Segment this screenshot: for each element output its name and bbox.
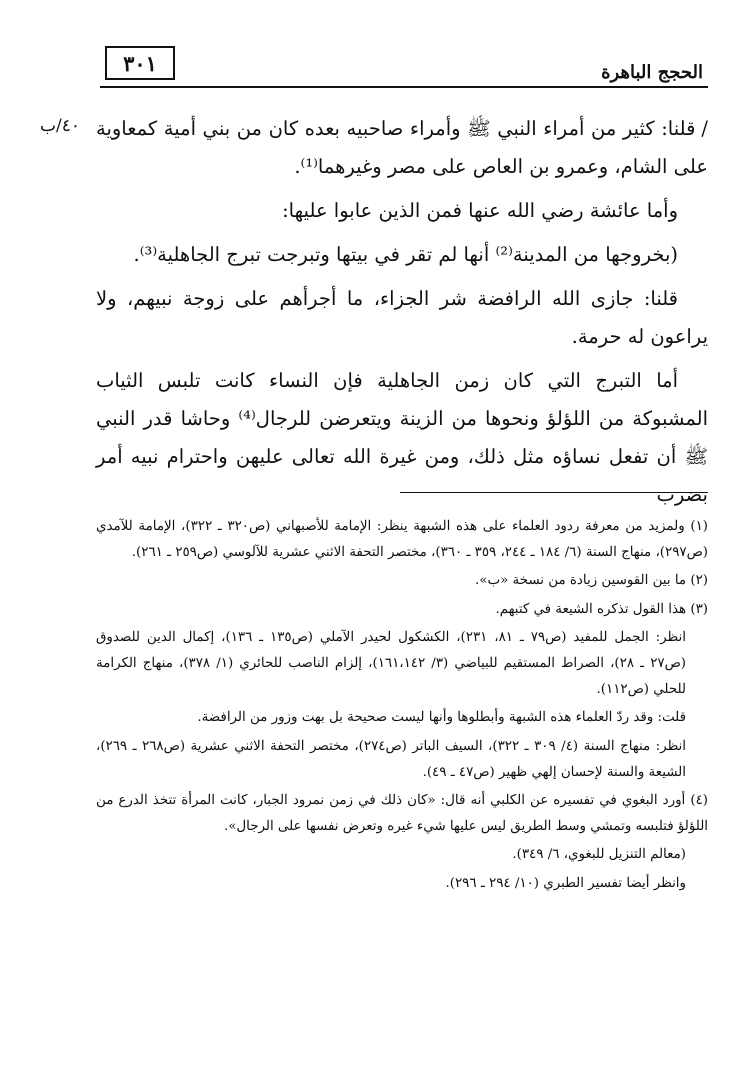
paragraph-3: (بخروجها من المدينة⁽²⁾ أنها لم تقر في بيتها وتبرجت تبرج الجاهلية⁽³⁾. — [133, 243, 678, 266]
running-title: الحجج الباهرة — [601, 62, 703, 83]
page-number: ٣٠١ — [123, 50, 157, 76]
paragraph-2: وأما عائشة رضي الله عنها فمن الذين عابوا عليها: — [282, 199, 678, 222]
manuscript-folio-note: ٤٠/ب — [40, 116, 80, 136]
paragraph-1 — [96, 110, 708, 186]
paragraph-1-text: قلنا: كثير من أمراء النبي ﷺ وأمراء صاحبيه بعده كان من بني أمية كمعاوية على الشام، وعمرو بن العاص على مصر وغيرهما⁽¹⁾. — [96, 117, 708, 178]
page-number-box — [105, 46, 175, 80]
footnote-4-see-also: وانظر أيضا تفسير الطبري (١٠/ ٢٩٤ ـ ٢٩٦). — [445, 875, 686, 891]
footnote-3-sources: انظر: الجمل للمفيد (ص٧٩ ـ ٨١، ٢٣١)، الكشكول لحيدر الآملي (ص١٣٥ ـ ١٣٦)، إكمال الدين للصدوق (ص٢٧ ـ ٢٨)، الصراط المستقيم للبياضي (٣/ ١٦١،١٤٢)، إلزام الناصب للحائري (١/ ٣٧٨)، منهاج الكرامة للحلي (ص١١٢). — [96, 629, 686, 698]
main-text — [96, 110, 708, 520]
footnote-4: (٤) أورد البغوي في تفسيره عن الكلبي أنه قال: «كان ذلك في زمن نمرود الجبار، كانت المرأة تتخذ الدرع من اللؤلؤ فتلبسه وتمشي وسط الطريق ليس عليها شيء غيره وتعرض نفسها على الرجال». — [96, 793, 708, 835]
footnote-3: (٣) هذا القول تذكره الشيعة في كتبهم. — [495, 601, 708, 617]
footnote-divider — [400, 492, 708, 493]
footnote-2: (٢) ما بين القوسين زيادة من نسخة «ب». — [475, 573, 708, 589]
paragraph-5: أما التبرج التي كان زمن الجاهلية فإن النساء كانت تلبس الثياب المشبوكة من اللؤلؤ ونحوها من الزينة ويتعرضن للرجال⁽⁴⁾ وحاشا قدر النبي ﷺ أن تفعل نساؤه مثل ذلك، ومن غيرة الله تعالى عليهن واحترام نبيه أمر بضرب — [96, 369, 708, 506]
footnote-3-refutations: انظر: منهاج السنة (٤/ ٣٠٩ ـ ٣٢٢)، السيف الباتر (ص٢٧٤)، مختصر التحفة الاثني عشرية (ص٢٦٨ ـ ٢٦٩)، الشيعة والسنة لإحسان إلهي ظهير (ص٤٧ ـ ٤٩). — [96, 738, 687, 780]
footnotes — [96, 514, 708, 899]
paragraph-4: قلنا: جازى الله الرافضة شر الجزاء، ما أجرأهم على زوجة نبيهم، ولا يراعون له حرمة. — [96, 287, 708, 348]
footnote-3-comment: قلت: وقد ردّ العلماء هذه الشبهة وأبطلوها وأنها ليست صحيحة بل بهت وزور من الرافضة. — [197, 710, 686, 726]
footnote-4-source: (معالم التنزيل للبغوي، ٦/ ٣٤٩). — [512, 847, 686, 863]
folio-slash: / — [701, 117, 708, 140]
header-divider — [100, 86, 708, 88]
footnote-1: (١) ولمزيد من معرفة ردود العلماء على هذه الشبهة ينظر: الإمامة للأصبهاني (ص٣٢٠ ـ ٣٢٢)، الإمامة للآمدي (ص٢٩٧)، منهاج السنة (٦/ ١٨٤ ـ ٢٤٤، ٣٥٩ ـ ٣٦٠)، مختصر التحفة الاثني عشرية للآلوسي (ص٢٥٩ ـ ٢٦١). — [96, 519, 708, 561]
